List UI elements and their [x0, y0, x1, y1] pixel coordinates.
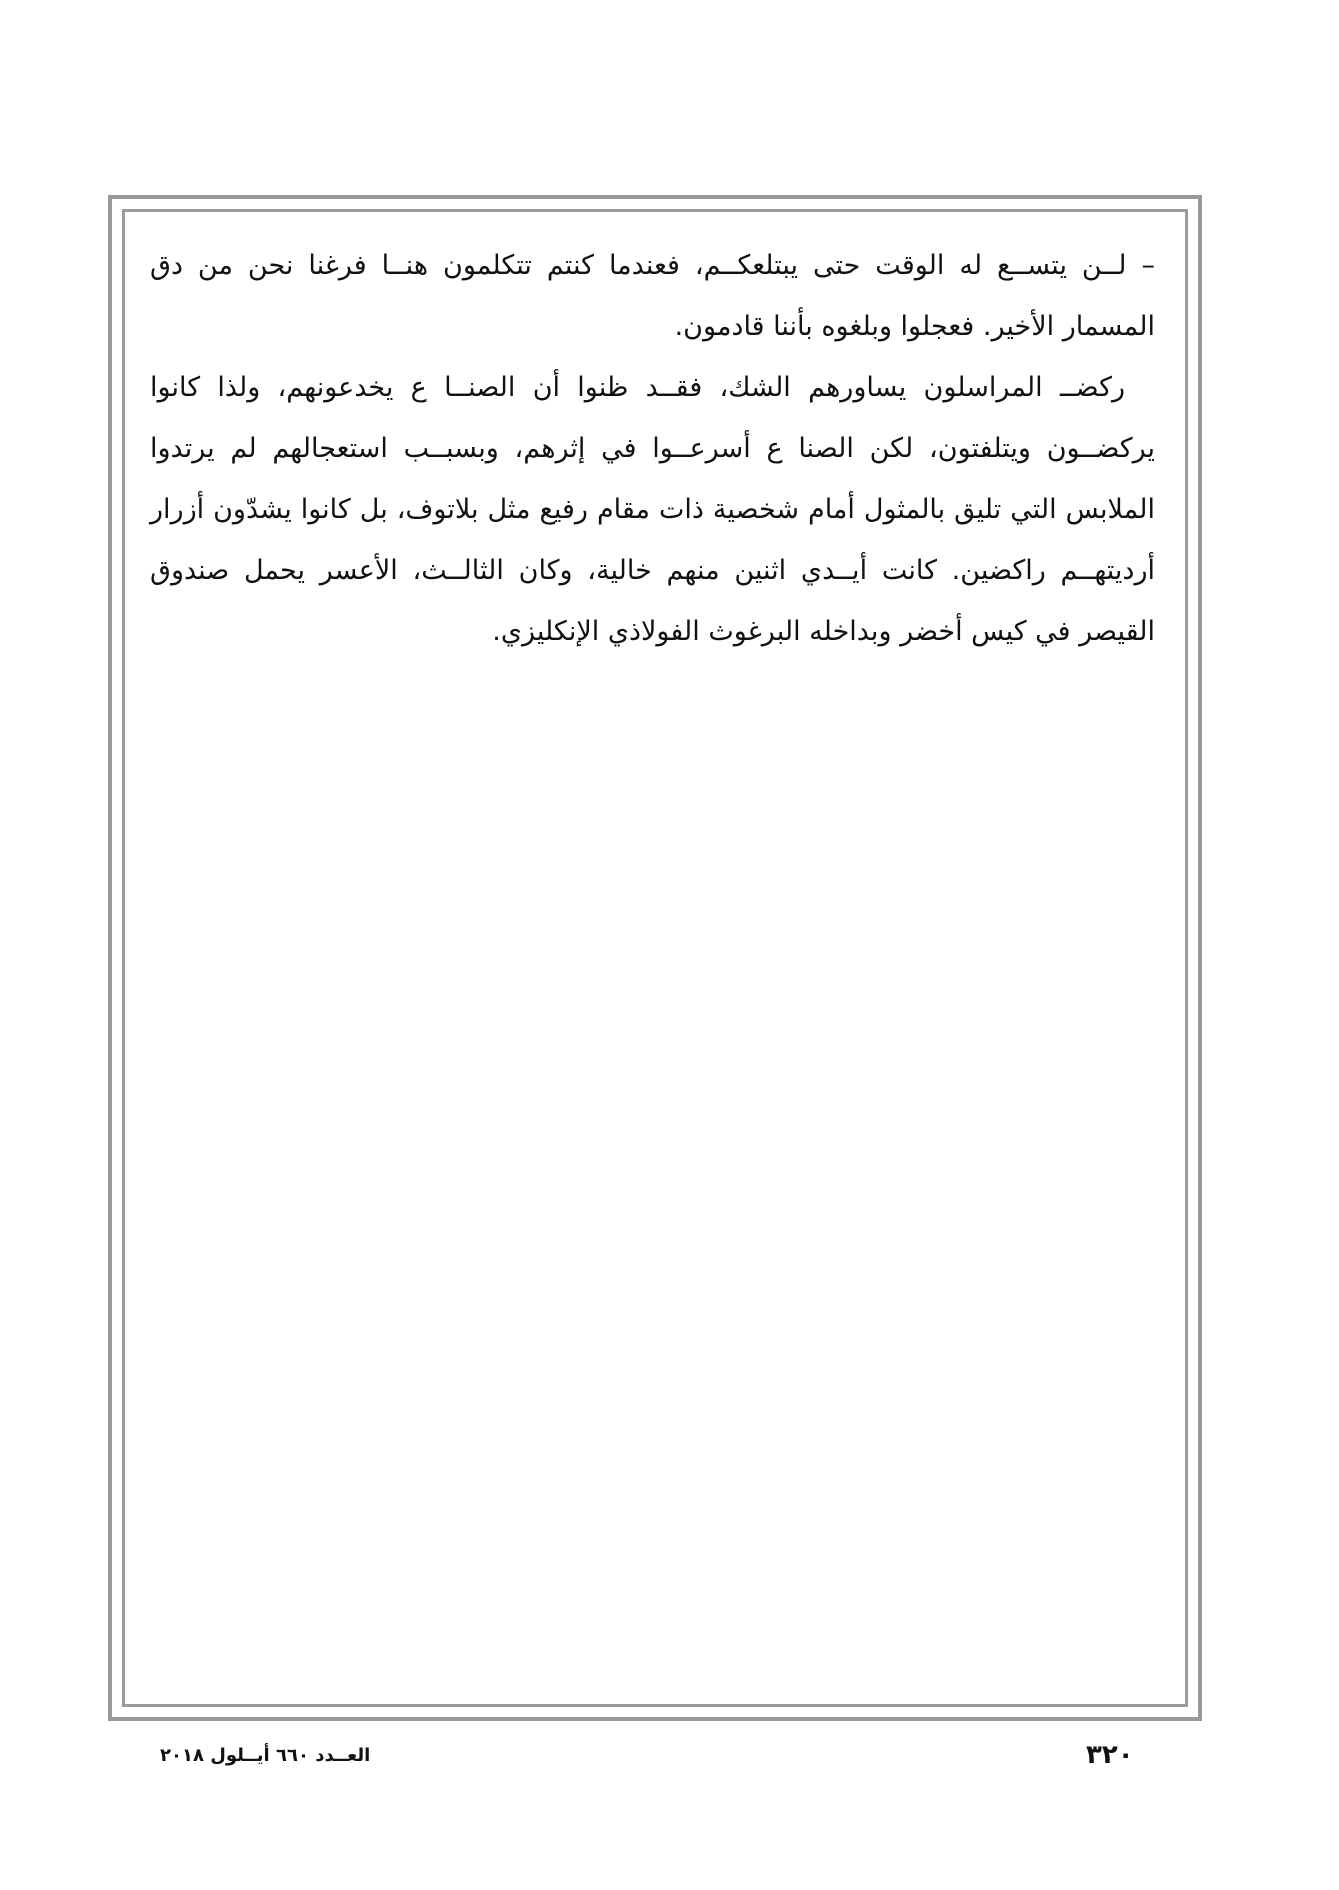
page-number: ٣٢٠	[1086, 1740, 1134, 1770]
body-text	[150, 235, 1155, 662]
paragraph-narrative: ركضــ المراسلون يساورهم الشك، فقــد ظنوا أن الصنــا ع يخدعونهم، ولذا كانوا يركضــون ويتلفتون، لكن الصنا ع أسرعــوا في إثرهم، وبسبــب استعجالهم لم يرتدوا الملابس التي تليق بالمثول أمام شخصية ذات مقام رفيع مثل بلاتوف، بل كانوا يشدّون أزرار أرديتهــم راكضين. كانت أيــدي اثنين منهم خالية، وكان الثالــث، الأعسر يحمل صندوق القيصر في كيس أخضر وبداخله البرغوث الفولاذي الإنكليزي.	[150, 372, 1155, 647]
paragraph-dialogue: – لــن يتســع له الوقت حتى يبتلعكــم، فعندما كنتم تتكلمون هنــا فرغنا نحن من دق المسمار الأخير. فعجلوا وبلغوه بأننا قادمون.	[150, 250, 1155, 342]
issue-info: العــدد ٦٦٠ أيــلول ٢٠١٨	[160, 1745, 371, 1766]
